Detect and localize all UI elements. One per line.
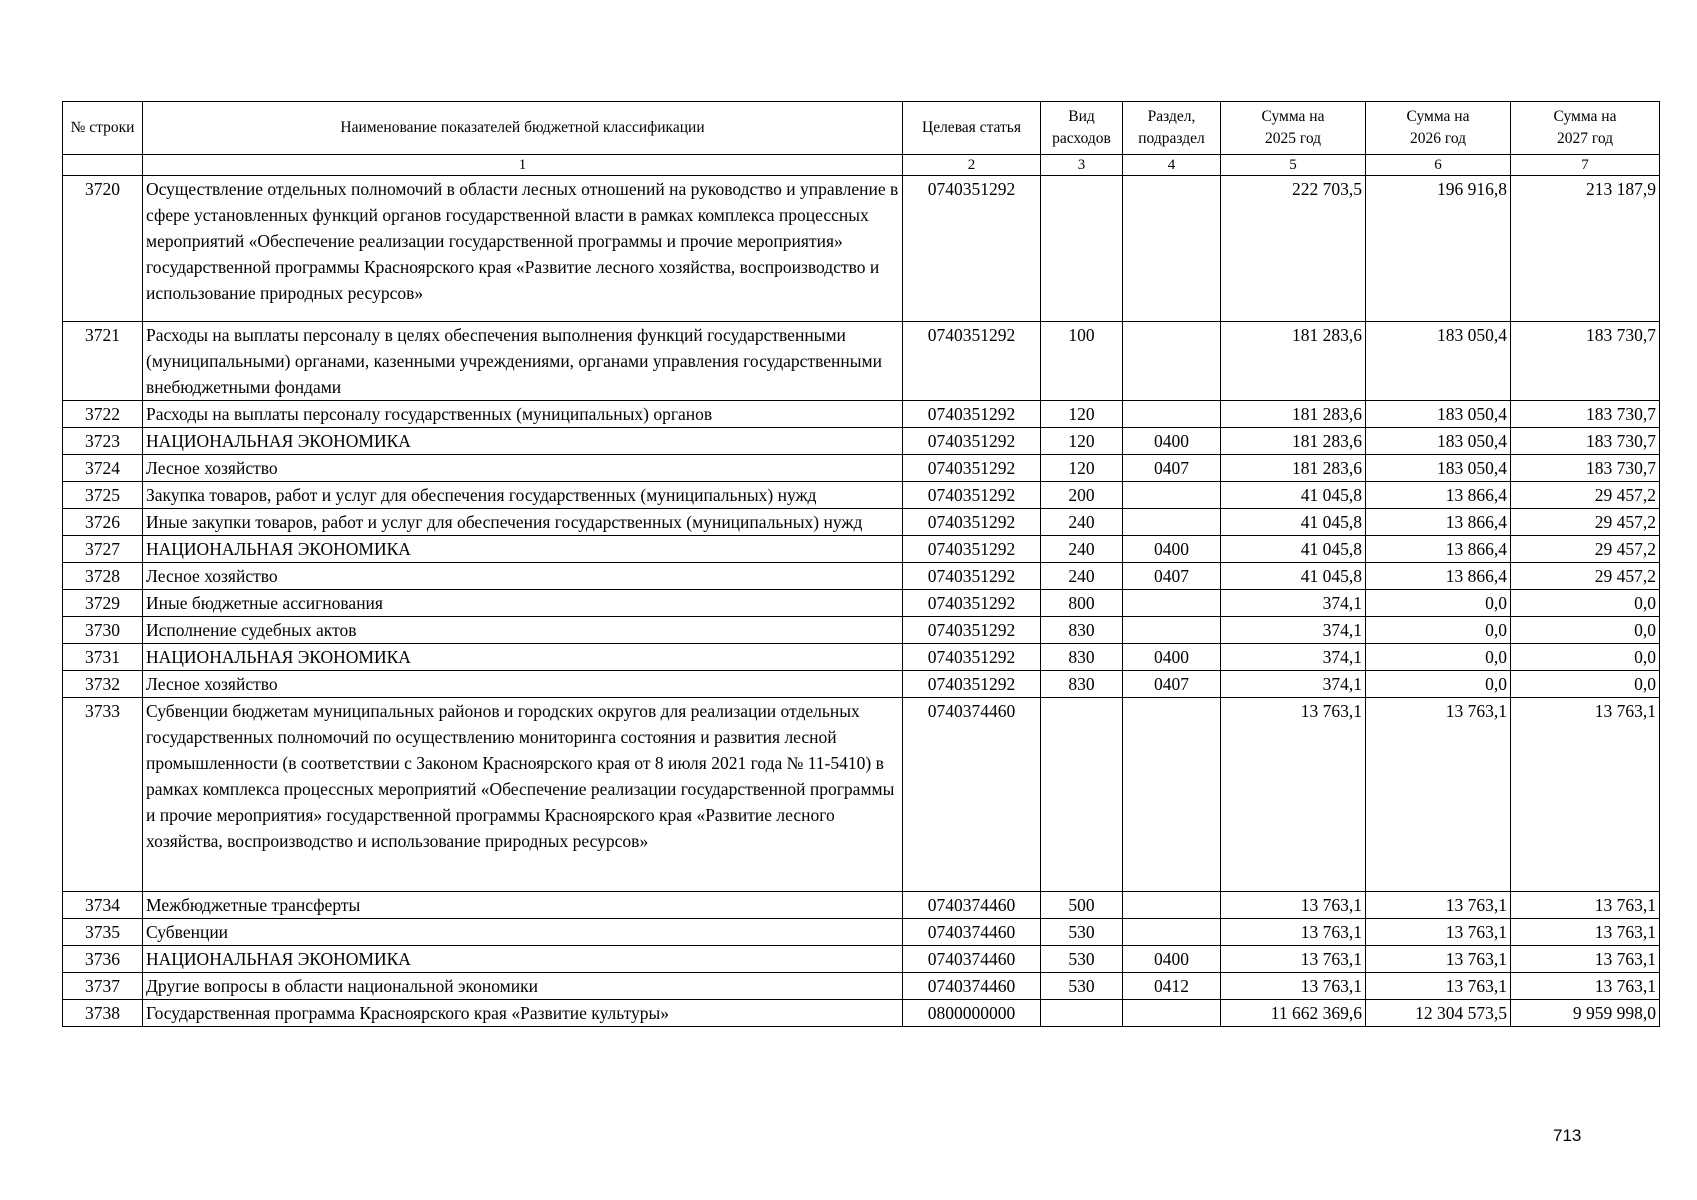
- row-target-article: 0740351292: [903, 428, 1041, 455]
- row-name: Субвенции бюджетам муниципальных районов и городских округов для реализации отдельных государственных полномочий по осуществлению мониторинга состояния и развития лесной промышленности (в соответствии с Законом Красноярского края от 8 июля 2021 года № 11-5410) в рамках комплекса процессных мероприятий «Обеспечение реализации государственной программы и прочие мероприятия» государственной программы Красноярского края «Развитие лесного хозяйства, воспроизводство и использование природных ресурсов»: [143, 698, 903, 892]
- row-name: Закупка товаров, работ и услуг для обеспечения государственных (муниципальных) нужд: [143, 482, 903, 509]
- header-expense-type-line1: Вид: [1068, 108, 1095, 125]
- row-name: Расходы на выплаты персоналу государственных (муниципальных) органов: [143, 401, 903, 428]
- row-sum-2027: 0,0: [1511, 644, 1660, 671]
- row-sum-2026: 183 050,4: [1366, 428, 1511, 455]
- row-section: [1123, 919, 1221, 946]
- row-sum-2026: 13 763,1: [1366, 919, 1511, 946]
- row-name: Иные закупки товаров, работ и услуг для обеспечения государственных (муниципальных) нужд: [143, 509, 903, 536]
- row-section: [1123, 482, 1221, 509]
- header-sum-2026-line2: 2026 год: [1409, 130, 1467, 147]
- row-number: 3723: [63, 428, 143, 455]
- row-target-article: 0740351292: [903, 590, 1041, 617]
- row-section: 0407: [1123, 455, 1221, 482]
- column-number: 6: [1366, 155, 1511, 176]
- table-row: [63, 482, 1660, 509]
- row-expense-type: [1041, 698, 1123, 892]
- page-number: 713: [1553, 1126, 1582, 1145]
- row-sum-2026: 13 763,1: [1366, 698, 1511, 892]
- table-row: [63, 536, 1660, 563]
- row-expense-type: 120: [1041, 428, 1123, 455]
- row-target-article: 0740351292: [903, 563, 1041, 590]
- header-sum-2026-line1: Сумма на: [1406, 108, 1470, 125]
- row-sum-2025: 181 283,6: [1221, 455, 1366, 482]
- row-sum-2027: 29 457,2: [1511, 536, 1660, 563]
- row-target-article: 0740374460: [903, 973, 1041, 1000]
- row-expense-type: 120: [1041, 455, 1123, 482]
- row-section: 0407: [1123, 563, 1221, 590]
- row-target-article: 0740351292: [903, 322, 1041, 401]
- row-sum-2025: 374,1: [1221, 644, 1366, 671]
- row-sum-2027: 13 763,1: [1511, 919, 1660, 946]
- row-number: 3728: [63, 563, 143, 590]
- row-target-article: 0740351292: [903, 455, 1041, 482]
- header-sum-2027: [1511, 102, 1660, 155]
- row-sum-2026: 13 866,4: [1366, 482, 1511, 509]
- row-number: 3724: [63, 455, 143, 482]
- row-name: Межбюджетные трансферты: [143, 892, 903, 919]
- row-name: Лесное хозяйство: [143, 671, 903, 698]
- row-sum-2026: 0,0: [1366, 671, 1511, 698]
- row-expense-type: 530: [1041, 946, 1123, 973]
- row-name: НАЦИОНАЛЬНАЯ ЭКОНОМИКА: [143, 946, 903, 973]
- row-number: 3731: [63, 644, 143, 671]
- column-number: 2: [903, 155, 1041, 176]
- row-section: 0400: [1123, 644, 1221, 671]
- row-target-article: 0740351292: [903, 644, 1041, 671]
- row-sum-2027: 183 730,7: [1511, 322, 1660, 401]
- row-sum-2025: 374,1: [1221, 590, 1366, 617]
- row-sum-2027: 183 730,7: [1511, 401, 1660, 428]
- row-target-article: 0740351292: [903, 536, 1041, 563]
- table-row: [63, 671, 1660, 698]
- header-expense-type: [1041, 102, 1123, 155]
- row-name: Лесное хозяйство: [143, 563, 903, 590]
- row-target-article: 0740374460: [903, 892, 1041, 919]
- row-target-article: 0740374460: [903, 946, 1041, 973]
- column-number: 3: [1041, 155, 1123, 176]
- row-expense-type: 240: [1041, 536, 1123, 563]
- row-section: [1123, 401, 1221, 428]
- row-sum-2026: 13 866,4: [1366, 536, 1511, 563]
- row-name: НАЦИОНАЛЬНАЯ ЭКОНОМИКА: [143, 536, 903, 563]
- row-expense-type: 240: [1041, 509, 1123, 536]
- row-section: 0400: [1123, 428, 1221, 455]
- row-section: [1123, 698, 1221, 892]
- row-sum-2025: 13 763,1: [1221, 973, 1366, 1000]
- table-row: [63, 1000, 1660, 1027]
- row-sum-2026: 13 763,1: [1366, 946, 1511, 973]
- column-number-row: [63, 155, 1660, 176]
- row-expense-type: 100: [1041, 322, 1123, 401]
- row-section: [1123, 176, 1221, 322]
- row-expense-type: 500: [1041, 892, 1123, 919]
- table-row: [63, 428, 1660, 455]
- column-number: 1: [143, 155, 903, 176]
- table-row: [63, 644, 1660, 671]
- table-row: [63, 563, 1660, 590]
- table-row: [63, 322, 1660, 401]
- row-sum-2025: 11 662 369,6: [1221, 1000, 1366, 1027]
- row-sum-2025: 181 283,6: [1221, 428, 1366, 455]
- row-section: 0412: [1123, 973, 1221, 1000]
- row-name: Исполнение судебных актов: [143, 617, 903, 644]
- row-sum-2025: 13 763,1: [1221, 946, 1366, 973]
- row-number: 3738: [63, 1000, 143, 1027]
- header-section-line2: подраздел: [1138, 130, 1205, 147]
- header-row-number: № строки: [63, 102, 143, 155]
- header-section-line1: Раздел,: [1147, 108, 1196, 125]
- row-expense-type: 200: [1041, 482, 1123, 509]
- header-sum-2025: [1221, 102, 1366, 155]
- row-name: Осуществление отдельных полномочий в области лесных отношений на руководство и управление в сфере установленных функций органов государственной власти в рамках комплекса процессных мероприятий «Обеспечение реализации государственной программы и прочие мероприятия» государственной программы Красноярского края «Развитие лесного хозяйства, воспроизводство и использование природных ресурсов»: [143, 176, 903, 322]
- row-sum-2027: 29 457,2: [1511, 563, 1660, 590]
- row-number: 3736: [63, 946, 143, 973]
- row-expense-type: 800: [1041, 590, 1123, 617]
- row-sum-2025: 181 283,6: [1221, 322, 1366, 401]
- budget-table: [62, 101, 1660, 1027]
- header-expense-type-line2: расходов: [1052, 130, 1111, 147]
- row-expense-type: [1041, 176, 1123, 322]
- row-name: Лесное хозяйство: [143, 455, 903, 482]
- row-number: 3725: [63, 482, 143, 509]
- row-sum-2027: 13 763,1: [1511, 698, 1660, 892]
- row-expense-type: 530: [1041, 919, 1123, 946]
- row-number: 3729: [63, 590, 143, 617]
- row-number: 3721: [63, 322, 143, 401]
- row-section: [1123, 590, 1221, 617]
- row-expense-type: 830: [1041, 644, 1123, 671]
- row-sum-2026: 12 304 573,5: [1366, 1000, 1511, 1027]
- row-number: 3732: [63, 671, 143, 698]
- row-name: Другие вопросы в области национальной экономики: [143, 973, 903, 1000]
- row-target-article: 0740374460: [903, 698, 1041, 892]
- row-section: [1123, 617, 1221, 644]
- row-sum-2026: 13 866,4: [1366, 563, 1511, 590]
- row-expense-type: 830: [1041, 671, 1123, 698]
- row-target-article: 0740374460: [903, 919, 1041, 946]
- row-sum-2027: 13 763,1: [1511, 946, 1660, 973]
- row-sum-2026: 0,0: [1366, 590, 1511, 617]
- row-number: 3722: [63, 401, 143, 428]
- table-row: [63, 973, 1660, 1000]
- column-number-blank: [63, 155, 143, 176]
- row-name: Государственная программа Красноярского края «Развитие культуры»: [143, 1000, 903, 1027]
- column-number: 7: [1511, 155, 1660, 176]
- row-section: [1123, 322, 1221, 401]
- table-row: [63, 698, 1660, 892]
- row-sum-2027: 0,0: [1511, 617, 1660, 644]
- row-target-article: 0800000000: [903, 1000, 1041, 1027]
- row-target-article: 0740351292: [903, 482, 1041, 509]
- table-row: [63, 590, 1660, 617]
- row-number: 3737: [63, 973, 143, 1000]
- header-row: [63, 102, 1660, 155]
- row-number: 3733: [63, 698, 143, 892]
- row-sum-2025: 13 763,1: [1221, 919, 1366, 946]
- row-target-article: 0740351292: [903, 509, 1041, 536]
- row-sum-2027: 213 187,9: [1511, 176, 1660, 322]
- row-sum-2026: 183 050,4: [1366, 455, 1511, 482]
- row-expense-type: 530: [1041, 973, 1123, 1000]
- row-number: 3735: [63, 919, 143, 946]
- table-row: [63, 919, 1660, 946]
- header-target-article: Целевая статья: [903, 102, 1041, 155]
- row-name: НАЦИОНАЛЬНАЯ ЭКОНОМИКА: [143, 644, 903, 671]
- row-target-article: 0740351292: [903, 401, 1041, 428]
- header-sum-2027-line1: Сумма на: [1553, 108, 1617, 125]
- row-name: Иные бюджетные ассигнования: [143, 590, 903, 617]
- row-sum-2025: 222 703,5: [1221, 176, 1366, 322]
- row-sum-2025: 13 763,1: [1221, 892, 1366, 919]
- row-sum-2025: 13 763,1: [1221, 698, 1366, 892]
- table-row: [63, 176, 1660, 322]
- row-expense-type: [1041, 1000, 1123, 1027]
- table-row: [63, 617, 1660, 644]
- column-number: 5: [1221, 155, 1366, 176]
- row-number: 3720: [63, 176, 143, 322]
- row-sum-2027: 29 457,2: [1511, 482, 1660, 509]
- row-expense-type: 830: [1041, 617, 1123, 644]
- row-section: [1123, 1000, 1221, 1027]
- row-sum-2027: 183 730,7: [1511, 455, 1660, 482]
- table-row: [63, 892, 1660, 919]
- row-sum-2026: 0,0: [1366, 644, 1511, 671]
- table-row: [63, 509, 1660, 536]
- row-sum-2027: 183 730,7: [1511, 428, 1660, 455]
- row-number: 3730: [63, 617, 143, 644]
- row-number: 3734: [63, 892, 143, 919]
- row-sum-2026: 13 866,4: [1366, 509, 1511, 536]
- row-sum-2027: 0,0: [1511, 590, 1660, 617]
- row-name: НАЦИОНАЛЬНАЯ ЭКОНОМИКА: [143, 428, 903, 455]
- row-sum-2027: 0,0: [1511, 671, 1660, 698]
- row-section: [1123, 509, 1221, 536]
- row-target-article: 0740351292: [903, 617, 1041, 644]
- row-sum-2025: 374,1: [1221, 617, 1366, 644]
- row-number: 3727: [63, 536, 143, 563]
- header-name: Наименование показателей бюджетной классификации: [143, 102, 903, 155]
- table-row: [63, 946, 1660, 973]
- header-sum-2025-line1: Сумма на: [1261, 108, 1325, 125]
- row-target-article: 0740351292: [903, 671, 1041, 698]
- row-sum-2025: 181 283,6: [1221, 401, 1366, 428]
- row-sum-2027: 29 457,2: [1511, 509, 1660, 536]
- row-section: 0400: [1123, 946, 1221, 973]
- row-sum-2026: 183 050,4: [1366, 322, 1511, 401]
- row-sum-2026: 196 916,8: [1366, 176, 1511, 322]
- row-number: 3726: [63, 509, 143, 536]
- row-section: [1123, 892, 1221, 919]
- row-sum-2025: 41 045,8: [1221, 536, 1366, 563]
- row-sum-2025: 41 045,8: [1221, 482, 1366, 509]
- row-sum-2025: 41 045,8: [1221, 509, 1366, 536]
- row-sum-2026: 13 763,1: [1366, 973, 1511, 1000]
- row-section: 0407: [1123, 671, 1221, 698]
- header-sum-2027-line2: 2027 год: [1556, 130, 1614, 147]
- row-expense-type: 120: [1041, 401, 1123, 428]
- row-name: Расходы на выплаты персоналу в целях обеспечения выполнения функций государственными (муниципальными) органами, казенными учреждениями, органами управления государственными внебюджетными фондами: [143, 322, 903, 401]
- table-row: [63, 401, 1660, 428]
- row-sum-2027: 9 959 998,0: [1511, 1000, 1660, 1027]
- row-sum-2026: 183 050,4: [1366, 401, 1511, 428]
- header-section: [1123, 102, 1221, 155]
- row-target-article: 0740351292: [903, 176, 1041, 322]
- header-sum-2026: [1366, 102, 1511, 155]
- row-sum-2027: 13 763,1: [1511, 892, 1660, 919]
- row-section: 0400: [1123, 536, 1221, 563]
- row-expense-type: 240: [1041, 563, 1123, 590]
- row-sum-2026: 13 763,1: [1366, 892, 1511, 919]
- header-sum-2025-line2: 2025 год: [1264, 130, 1322, 147]
- column-number: 4: [1123, 155, 1221, 176]
- row-sum-2027: 13 763,1: [1511, 973, 1660, 1000]
- row-name: Субвенции: [143, 919, 903, 946]
- row-sum-2025: 374,1: [1221, 671, 1366, 698]
- row-sum-2025: 41 045,8: [1221, 563, 1366, 590]
- table-row: [63, 455, 1660, 482]
- row-sum-2026: 0,0: [1366, 617, 1511, 644]
